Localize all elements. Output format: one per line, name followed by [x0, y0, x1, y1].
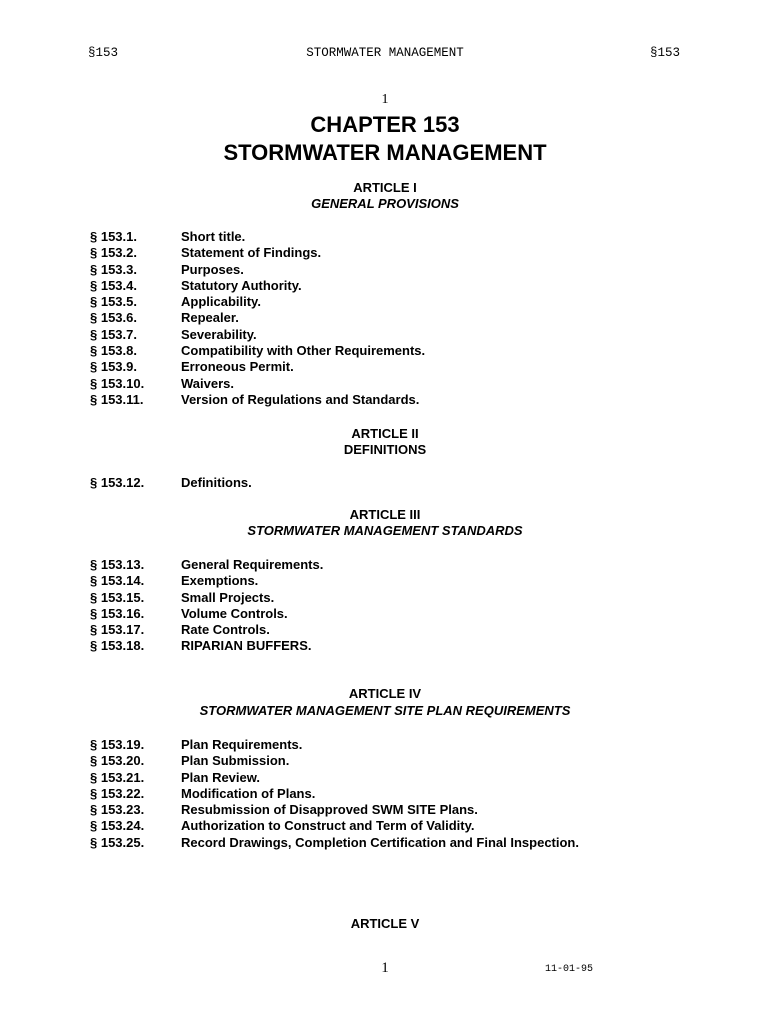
section-title: Plan Submission.: [181, 753, 290, 769]
section-title: Compatibility with Other Requirements.: [181, 343, 426, 359]
section-title: Record Drawings, Completion Certification and Final Inspection.: [181, 834, 579, 850]
running-header: [0, 46, 770, 64]
article-3-label: ARTICLE III: [349, 507, 421, 522]
article-2-label: ARTICLE II: [351, 426, 419, 441]
toc-row: [90, 310, 730, 326]
article-1-label: ARTICLE I: [353, 180, 417, 195]
section-number: § 153.9.: [90, 359, 137, 375]
toc-row: [90, 802, 730, 818]
footer-date: 11-01-95: [545, 964, 594, 975]
section-number: § 153.21.: [90, 769, 145, 785]
section-number: § 153.7.: [90, 326, 137, 342]
toc-row: [90, 343, 730, 359]
footer-page-number: 1: [381, 960, 389, 976]
section-number: § 153.20.: [90, 753, 145, 769]
section-number: § 153.6.: [90, 310, 137, 326]
section-title: Volume Controls.: [181, 605, 288, 621]
article-2-subtitle: DEFINITIONS: [343, 442, 427, 457]
toc-row: [90, 606, 730, 622]
chapter-number: CHAPTER 153: [310, 112, 460, 137]
section-title: Repealer.: [181, 310, 239, 326]
section-number: § 153.1.: [90, 229, 137, 244]
section-title: Erroneous Permit.: [181, 359, 294, 375]
toc-row: [90, 376, 730, 392]
article-4-subtitle: STORMWATER MANAGEMENT SITE PLAN REQUIREMENTS: [199, 703, 571, 718]
section-title: Statutory Authority.: [181, 277, 302, 293]
toc-row: [90, 245, 730, 261]
section-title: Rate Controls.: [181, 622, 270, 638]
toc-row: [90, 359, 730, 375]
toc-row: [90, 229, 730, 245]
section-number: § 153.19.: [90, 737, 145, 752]
toc-row: [90, 770, 730, 786]
top-page-number: 1: [381, 92, 389, 107]
toc-row: [90, 786, 730, 802]
article-1-section-list: [90, 229, 730, 408]
section-title: Short title.: [181, 229, 246, 244]
section-number: § 153.11.: [90, 391, 144, 407]
section-title: Small Projects.: [181, 589, 275, 605]
toc-row: [90, 818, 730, 834]
section-title: Plan Review.: [181, 769, 260, 785]
section-title: Exemptions.: [181, 573, 259, 589]
article-3-subtitle: STORMWATER MANAGEMENT STANDARDS: [247, 523, 523, 538]
toc-row: [90, 835, 730, 851]
section-number: § 153.4.: [90, 277, 137, 293]
section-title: Authorization to Construct and Term of Validity.: [181, 818, 475, 834]
section-number: § 153.14.: [90, 573, 145, 589]
toc-row: [90, 294, 730, 310]
toc-row: [90, 392, 730, 408]
section-number: § 153.25.: [90, 834, 145, 850]
section-title: Plan Requirements.: [181, 737, 303, 752]
section-title: Applicability.: [181, 294, 261, 310]
section-title: Resubmission of Disapproved SWM SITE Plans.: [181, 802, 478, 818]
section-number: § 153.12.: [90, 475, 145, 490]
header-section-left: §153: [88, 46, 119, 60]
toc-row: [90, 590, 730, 606]
header-title: STORMWATER MANAGEMENT: [306, 46, 464, 60]
toc-row: [90, 557, 730, 573]
section-number: § 153.23.: [90, 802, 145, 818]
section-number: § 153.22.: [90, 785, 145, 801]
chapter-title: STORMWATER MANAGEMENT: [223, 140, 547, 165]
section-number: § 153.8.: [90, 343, 137, 359]
toc-row: [90, 327, 730, 343]
toc-row: [90, 753, 730, 769]
article-4-label: ARTICLE IV: [348, 686, 422, 701]
section-number: § 153.5.: [90, 294, 137, 310]
section-number: § 153.10.: [90, 375, 145, 391]
section-title: Modification of Plans.: [181, 785, 316, 801]
toc-row: [90, 573, 730, 589]
article-3-section-list: [90, 557, 730, 655]
toc-row: [90, 262, 730, 278]
section-title: RIPARIAN BUFFERS.: [181, 638, 312, 654]
toc-row: [90, 278, 730, 294]
section-title: General Requirements.: [181, 557, 324, 572]
section-number: § 153.18.: [90, 638, 145, 654]
section-number: § 153.24.: [90, 818, 145, 834]
section-number: § 153.2.: [90, 245, 137, 261]
section-number: § 153.17.: [90, 622, 145, 638]
article-5-label: ARTICLE V: [350, 916, 420, 931]
section-title: Statement of Findings.: [181, 245, 322, 261]
header-section-right: §153: [649, 46, 680, 60]
section-number: § 153.15.: [90, 589, 145, 605]
section-number: § 153.13.: [90, 557, 145, 572]
toc-row: [90, 737, 730, 753]
section-number: § 153.3.: [90, 261, 137, 277]
section-title: Version of Regulations and Standards.: [181, 391, 420, 407]
section-title: Definitions.: [181, 475, 252, 490]
article-1-subtitle: GENERAL PROVISIONS: [311, 196, 459, 211]
toc-row: [90, 475, 730, 491]
section-title: Purposes.: [181, 261, 244, 277]
section-number: § 153.16.: [90, 605, 145, 621]
article-4-section-list: [90, 737, 730, 851]
toc-row: [90, 622, 730, 638]
section-title: Severability.: [181, 326, 257, 342]
toc-row: [90, 638, 730, 654]
section-title: Waivers.: [181, 375, 234, 391]
article-2-section-list: [90, 475, 730, 491]
